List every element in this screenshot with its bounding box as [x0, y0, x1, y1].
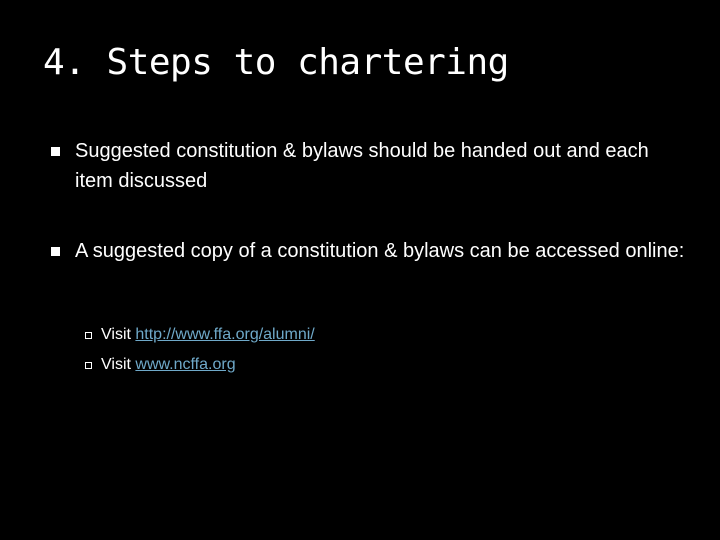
ffa-alumni-link[interactable]: http://www.ffa.org/alumni/	[135, 326, 315, 343]
bullet-text-2: A suggested copy of a constitution & bylaws can be accessed online:	[75, 240, 685, 262]
bullet-text-1: Suggested constitution & bylaws should be handed out and each item discussed	[75, 140, 649, 192]
square-bullet-icon	[51, 147, 60, 156]
sub-bullet-item-1	[85, 325, 685, 345]
sub-bullet-prefix-2: Visit	[101, 356, 136, 373]
slide-title: 4. Steps to chartering	[43, 42, 509, 83]
sub-bullet-prefix-1: Visit	[101, 326, 136, 343]
bullet-item-1	[51, 136, 691, 196]
hollow-square-bullet-icon	[85, 362, 92, 369]
sub-bullet-text-1	[101, 326, 315, 343]
ncffa-link[interactable]: www.ncffa.org	[135, 356, 236, 373]
hollow-square-bullet-icon	[85, 332, 92, 339]
bullet-item-2	[51, 236, 691, 266]
sub-bullet-item-2	[85, 355, 685, 375]
square-bullet-icon	[51, 247, 60, 256]
sub-bullet-text-2	[101, 356, 236, 373]
